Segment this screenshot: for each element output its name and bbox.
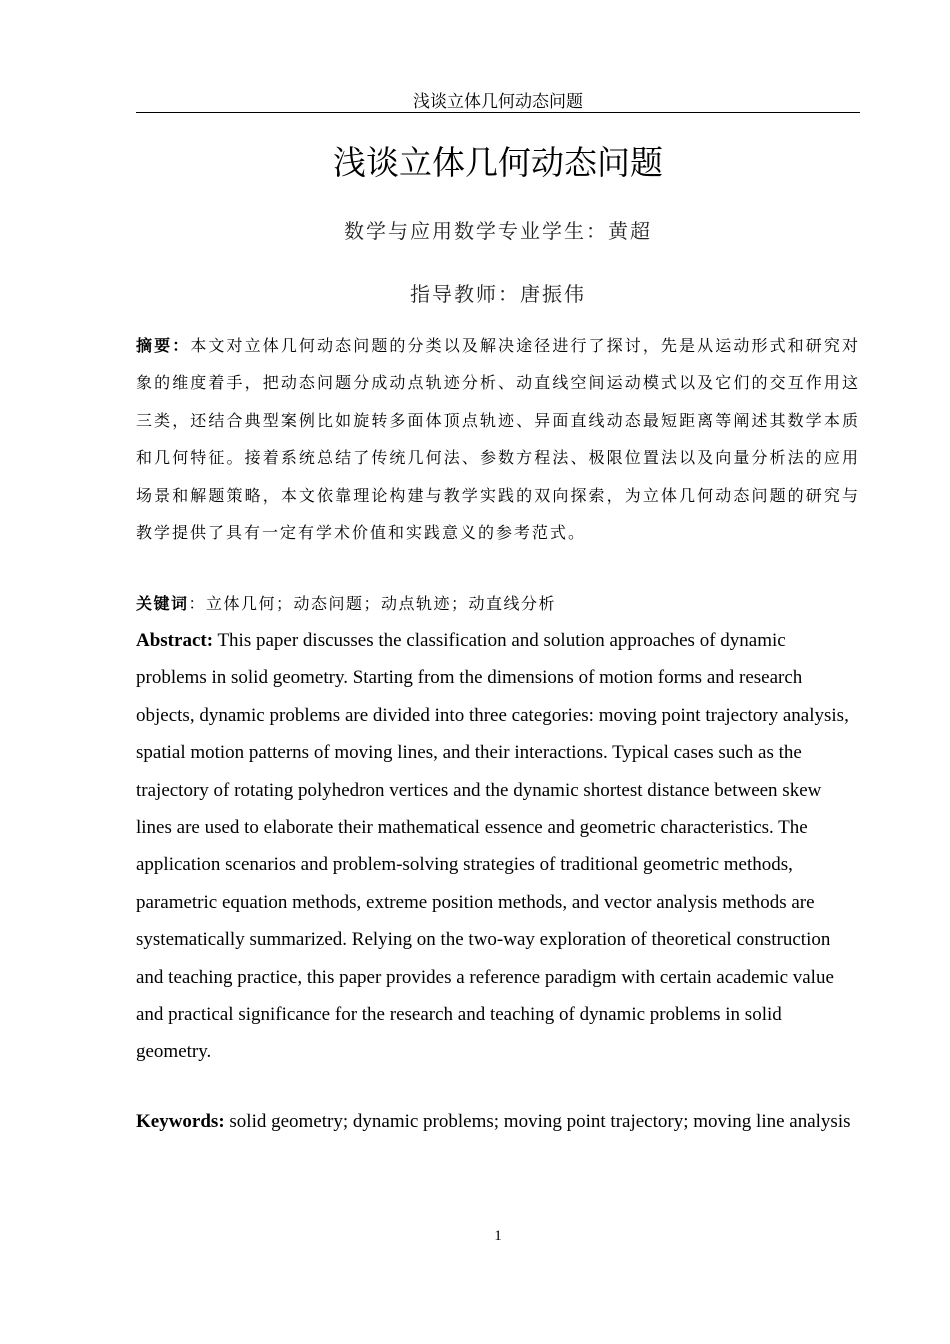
chinese-abstract-text: 本文对立体几何动态问题的分类以及解决途径进行了探讨，先是从运动形式和研究对象的维度着手，把动态问题分成动点轨迹分析、动直线空间运动模式以及它们的交互作用这三类，还结合典型案例比如旋转多面体顶点轨迹、异面直线动态最短距离等阐述其数学本质和几何特征。接着系统总结了传统几何法、参数方程法、极限位置法以及向量分析法的应用场景和解题策略，本文依靠理论构建与教学实践的双向探索，为立体几何动态问题的研究与教学提供了具有一定有学术价值和实践意义的参考范式。 <box>136 336 860 543</box>
english-keywords-label: Keywords: <box>136 1111 225 1132</box>
chinese-keywords-label: 关键词 <box>136 594 189 613</box>
english-abstract-text: This paper discusses the classification and solution approaches of dynamic problems in solid geometry. Starting from the dimensions of motion forms and research objects, dynamic problems are divided into three categories: moving point trajectory analysis, spatial motion patterns of moving lines, and their interactions. Typical cases such as the trajectory of rotating polyhedron vertices and the dynamic shortest distance between skew lines are used to elaborate their mathematical essence and geometric characteristics. The application scenarios and problem-solving strategies of traditional geometric methods, parametric equation methods, extreme position methods, and vector analysis methods are systematically summarized. Relying on the two-way exploration of theoretical construction and teaching practice, this paper provides a reference paradigm with certain academic value and practical significance for the research and teaching of dynamic problems in solid geometry. <box>136 630 849 1063</box>
advisor-line: 指导教师：唐振伟 <box>410 282 586 306</box>
header-rule <box>136 112 860 113</box>
chinese-keywords <box>136 588 860 620</box>
english-keywords <box>136 1104 876 1140</box>
page-number: 1 <box>494 1228 502 1244</box>
chinese-abstract <box>136 327 860 551</box>
english-abstract <box>136 622 860 1071</box>
chinese-abstract-label: 摘要： <box>136 336 191 355</box>
english-abstract-label: Abstract: <box>136 630 214 651</box>
running-header: 浅谈立体几何动态问题 <box>413 92 583 112</box>
chinese-keywords-text: ：立体几何；动态问题；动点轨迹；动直线分析 <box>188 594 557 613</box>
author-line: 数学与应用数学专业学生：黄超 <box>344 219 652 243</box>
paper-title: 浅谈立体几何动态问题 <box>333 143 663 182</box>
english-keywords-text: solid geometry; dynamic problems; moving point trajectory; moving line analysis <box>224 1111 851 1132</box>
